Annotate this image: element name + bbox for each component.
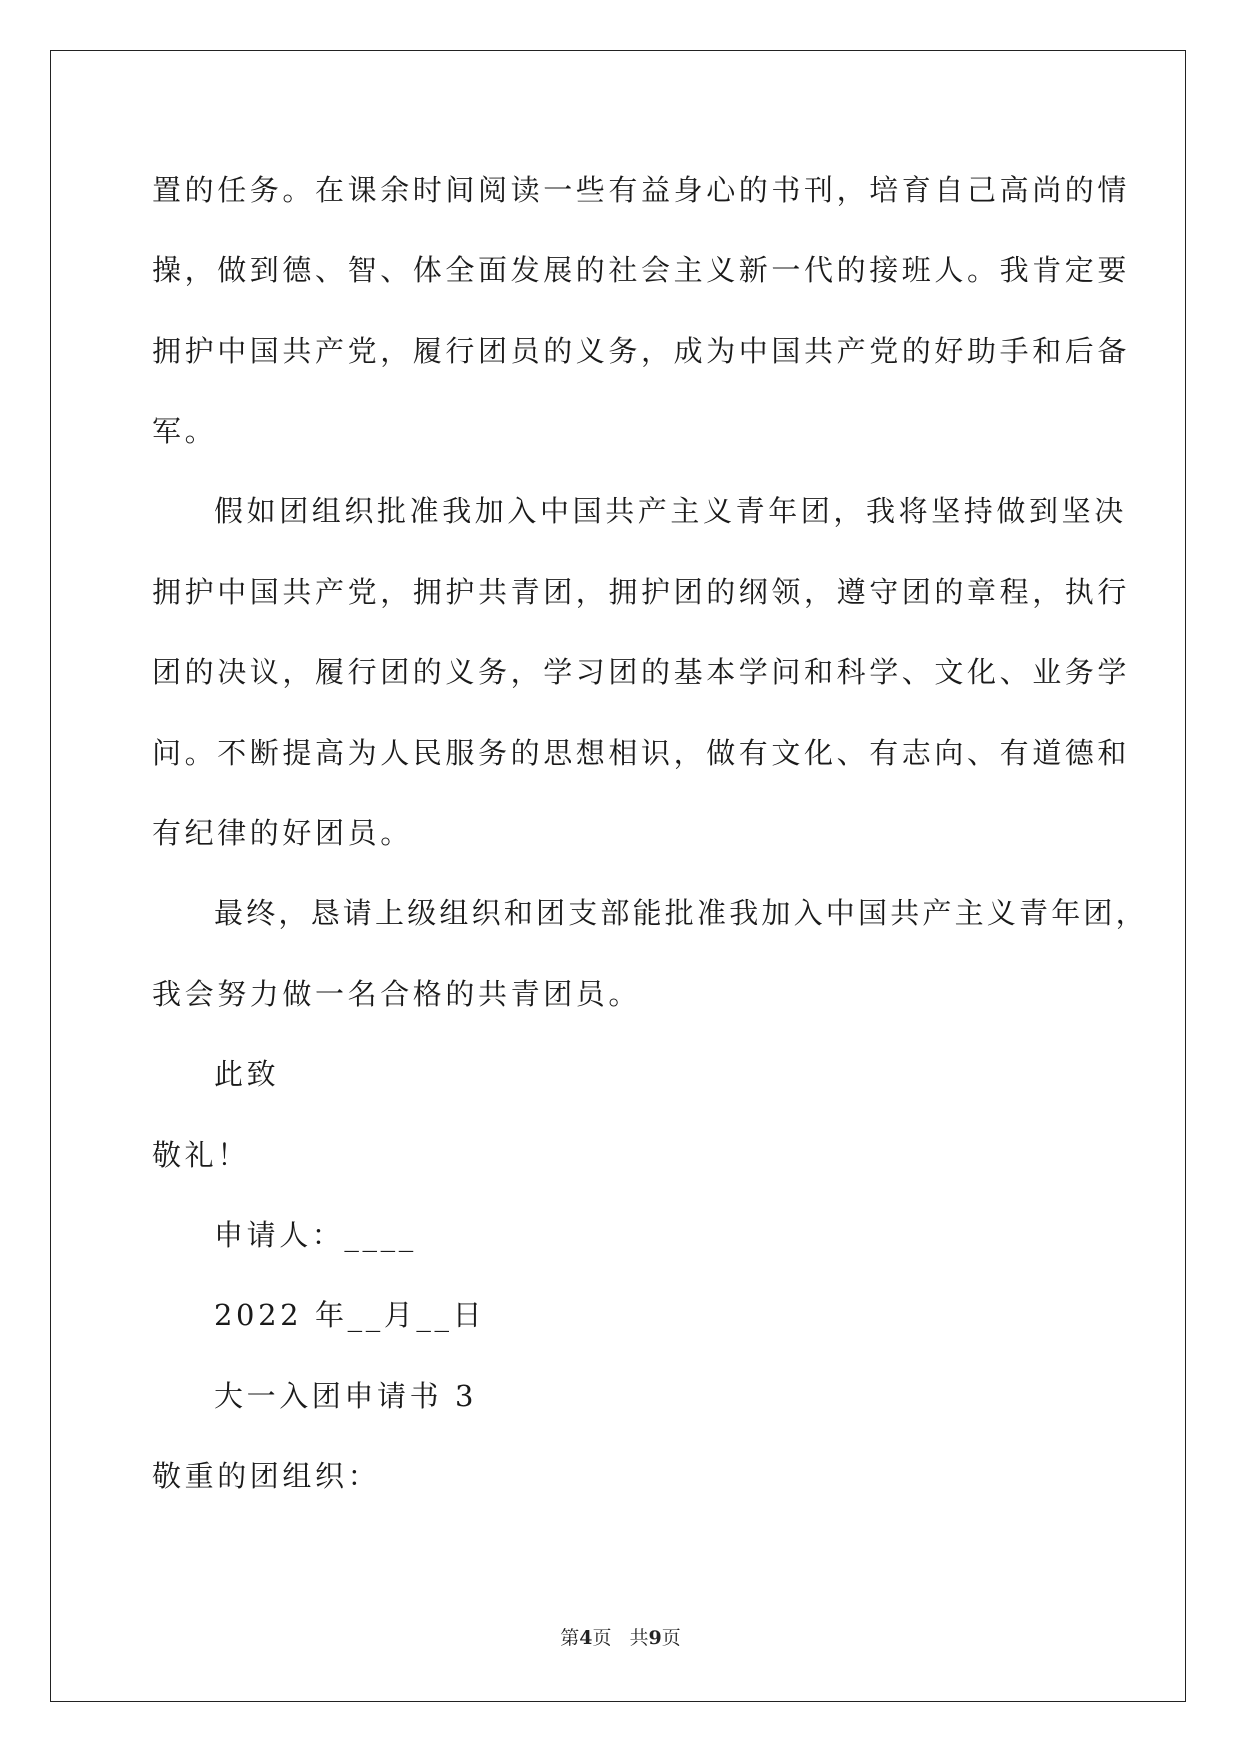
closing-salutation: 此致: [214, 1057, 280, 1091]
text-line: 置的任务。在课余时间阅读一些有益身心的书刊，培育自己高尚的情: [152, 173, 1131, 207]
text-line: 团的决议，履行团的义务，学习团的基本学问和科学、文化、业务学: [152, 655, 1131, 689]
text-line: 操，做到德、智、体全面发展的社会主义新一代的接班人。我肯定要: [152, 253, 1131, 287]
text-line: 拥护中国共产党，拥护共青团，拥护团的纲领，遵守团的章程，执行: [152, 575, 1131, 609]
text-line: 有纪律的好团员。: [152, 816, 413, 850]
text-line: 军。: [152, 414, 218, 448]
text-line: 问。不断提高为人民服务的思想相识，做有文化、有志向、有道德和: [152, 736, 1131, 770]
date-line: 2022 年__月__日: [214, 1298, 486, 1332]
footer-page-mid: 页: [592, 1627, 612, 1649]
footer-total-suffix: 页: [661, 1627, 681, 1649]
letter-greeting: 敬重的团组织：: [152, 1459, 381, 1493]
page-footer: [0, 1626, 1241, 1650]
footer-page-current: 4: [579, 1627, 593, 1649]
closing-regards: 敬礼！: [152, 1138, 250, 1172]
page-border: [50, 50, 1186, 1702]
text-line: 假如团组织批准我加入中国共产主义青年团，我将坚持做到坚决: [214, 494, 1127, 528]
section-title: 大一入团申请书 3: [214, 1379, 478, 1413]
applicant-signature: 申请人：____: [214, 1218, 417, 1252]
text-line: 我会努力做一名合格的共青团员。: [152, 977, 642, 1011]
footer-page-total: 9: [648, 1627, 662, 1649]
footer-total-prefix: 共: [629, 1627, 649, 1649]
text-line: 拥护中国共产党，履行团员的义务，成为中国共产党的好助手和后备: [152, 334, 1131, 368]
text-line: 最终，恳请上级组织和团支部能批准我加入中国共产主义青年团，: [214, 896, 1148, 930]
footer-page-prefix: 第: [560, 1627, 580, 1649]
